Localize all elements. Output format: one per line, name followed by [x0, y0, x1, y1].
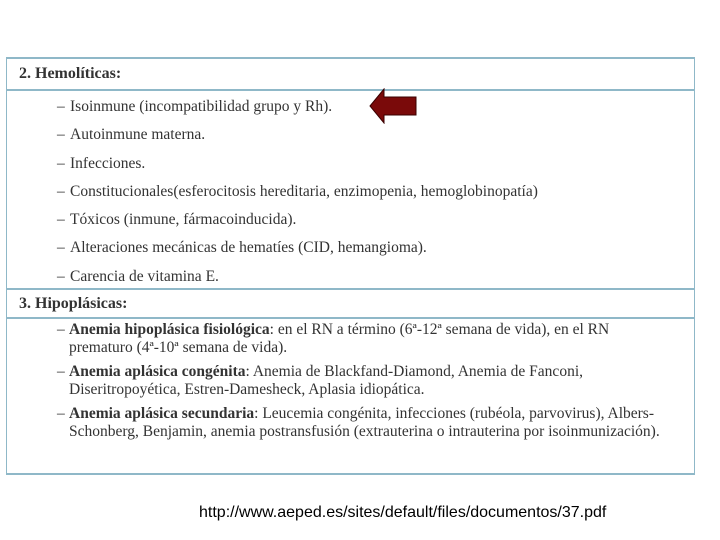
item-description: : Leucemia congénita, infecciones (rubéola, parvovirus), Albers-Schonberg, Benjamin, anemia postransfusión (extrauterina o intrauterina por isoinmunización).: [69, 405, 660, 440]
list-item: [7, 209, 694, 237]
item-term: Anemia hipoplásica fisiológica: [69, 321, 270, 338]
hemoliticas-list: [7, 96, 694, 294]
left-arrow-icon: [369, 88, 417, 124]
list-item-text: Isoinmune (incompatibilidad grupo y Rh).: [70, 98, 333, 115]
list-item: [7, 96, 694, 124]
list-item: [7, 321, 694, 357]
list-item: [7, 363, 694, 399]
item-description: : en el RN a término (6ª-12ª semana de vida), en el RN prematuro (4ª-10ª semana de vida).: [69, 321, 610, 356]
dash: –: [57, 154, 65, 172]
dash: –: [57, 211, 65, 229]
list-item: [7, 181, 694, 209]
hipoplasicas-list: [7, 321, 694, 447]
list-item-text: Infecciones.: [70, 154, 146, 172]
dash: –: [57, 182, 65, 200]
section-title-hemoliticas: 2. Hemolíticas:: [7, 59, 694, 91]
dash: –: [57, 239, 65, 257]
dash: –: [57, 98, 65, 115]
list-item: [7, 237, 694, 265]
dash: –: [57, 321, 65, 338]
list-item: [7, 124, 694, 152]
item-description: : Anemia de Blackfand-Diamond, Anemia de Fanconi, Diseritropoyética, Estren-Damesheck, Aplasia idiopática.: [69, 363, 583, 398]
dash: –: [57, 405, 65, 422]
item-term: Anemia aplásica congénita: [69, 363, 246, 380]
list-item-text: Tóxicos (inmune, fármacoinducida).: [70, 211, 297, 229]
item-term: Anemia aplásica secundaria: [69, 405, 255, 422]
list-item-text: Carencia de vitamina E.: [70, 267, 219, 285]
classification-table: [6, 57, 695, 475]
list-item-text: Alteraciones mecánicas de hematíes (CID, hemangioma).: [70, 239, 427, 257]
list-item-text: Constitucionales(esferocitosis hereditaria, enzimopenia, hemoglobinopatía): [70, 182, 538, 200]
list-item-text: Autoinmune materna.: [70, 126, 206, 144]
source-url[interactable]: http://www.aeped.es/sites/default/files/documentos/37.pdf: [199, 504, 607, 521]
section-title-hipoplasicas: 3. Hipoplásicas:: [7, 288, 694, 319]
dash: –: [57, 126, 65, 144]
dash: –: [57, 267, 65, 285]
dash: –: [57, 363, 65, 380]
list-item: [7, 153, 694, 181]
list-item: [7, 405, 694, 441]
